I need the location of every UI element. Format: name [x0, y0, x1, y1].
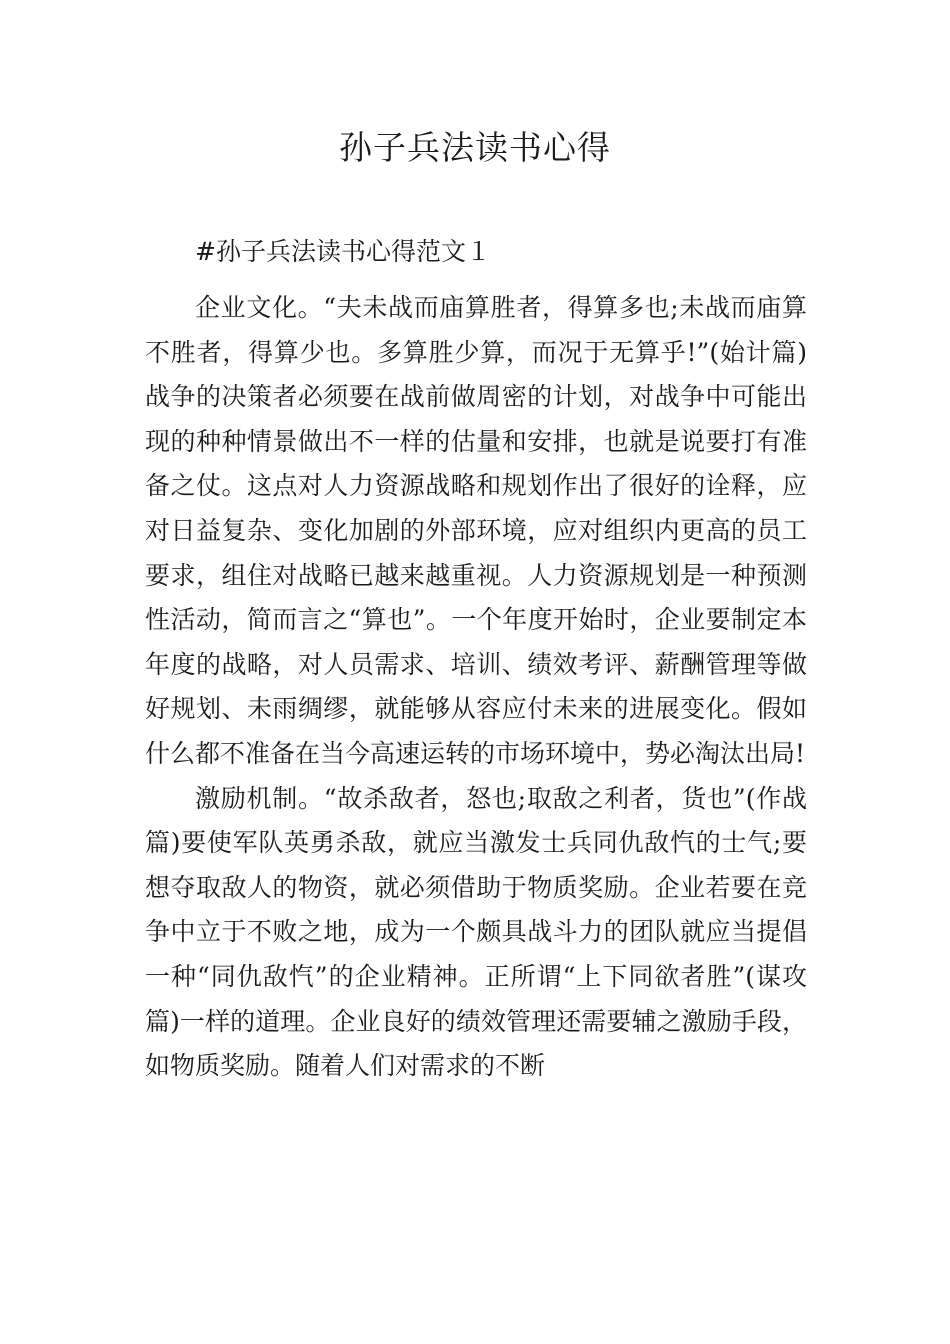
paragraph-incentive-mechanism: 激励机制。“故杀敌者，怒也;取敌之利者，货也”(作战篇)要使军队英勇杀敌，就应当激发士兵同仇敌忾的士气;要想夺取敌人的物资，就必须借助于物质奖励。企业若要在竞争中立于不败之地，成为一个颇具战斗力的团队就应当提倡一种“同仇敌忾”的企业精神。正所谓“上下同欲者胜”(谋攻篇)一样的道理。企业良好的绩效管理还需要辅之激励手段，如物质奖励。随着人们对需求的不断	[145, 783, 807, 1081]
document-title: 孙子兵法读书心得	[339, 128, 611, 167]
document-body	[145, 228, 807, 1089]
section-heading: #孙子兵法读书心得范文１	[195, 237, 491, 266]
paragraph-corporate-culture: 企业文化。“夫未战而庙算胜者，得算多也;未战而庙算不胜者，得算少也。多算胜少算，而况于无算乎!”(始计篇)战争的决策者必须要在战前做周密的计划，对战争中可能出现的种种情景做出不一样的估量和安排，也就是说要打有准备之仗。这点对人力资源战略和规划作出了很好的诠释，应对日益复杂、变化加剧的外部环境，应对组织内更高的员工要求，组住对战略已越来越重视。人力资源规划是一种预测性活动，简而言之“算也”。一个年度开始时，企业要制定本年度的战略，对人员需求、培训、绩效考评、薪酬管理等做好规划、未雨绸缪，就能够从容应付未来的进展变化。假如什么都不准备在当今高速运转的市场环境中，势必淘汰出局!	[145, 293, 807, 768]
